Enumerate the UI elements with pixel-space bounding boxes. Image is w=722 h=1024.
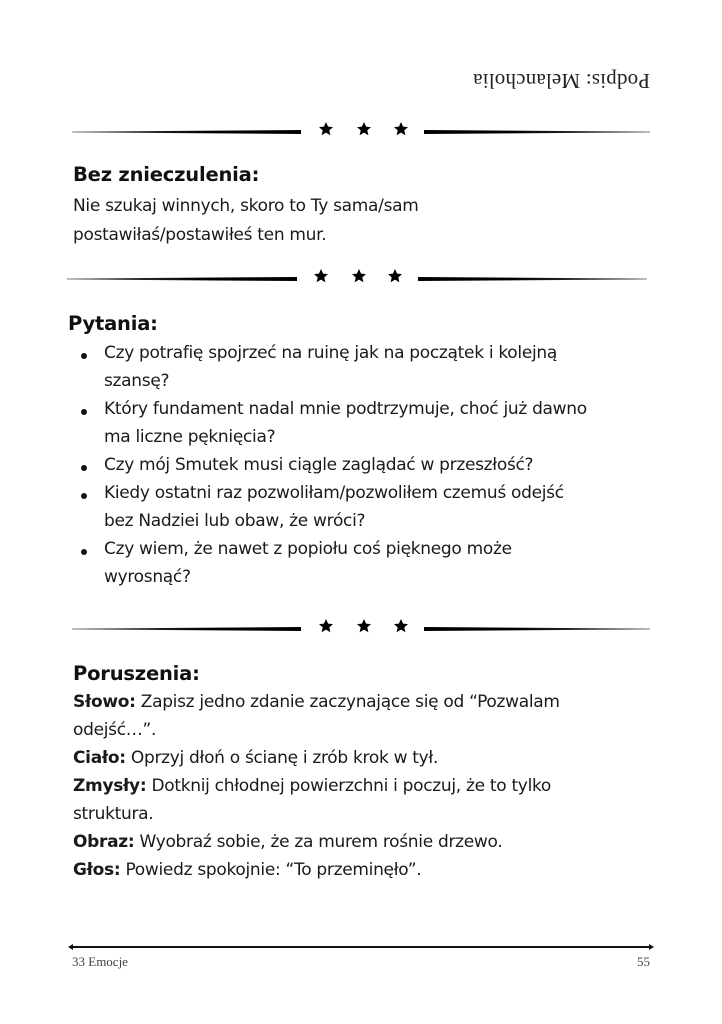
footer-book-title: 33 Emocje [72, 954, 128, 969]
page-number: 55 [637, 954, 650, 969]
divider-line-left [67, 277, 297, 281]
practice-label: Ciało: [73, 748, 126, 768]
star-icon [351, 268, 367, 284]
question-line: Który fundament nadal mnie podtrzymuje, choć już dawno [104, 399, 587, 419]
star-icon [356, 121, 372, 137]
star-icon [356, 618, 372, 634]
question-line: Czy wiem, że nawet z popiołu coś pięknego może [104, 539, 512, 559]
practice-item-zmysly [73, 776, 551, 796]
question-line: szansę? [104, 371, 170, 391]
practice-item-obraz [73, 832, 502, 852]
practice-line: odejść…”. [73, 720, 157, 740]
bullet-icon [81, 353, 87, 359]
question-line: Czy mój Smutek musi ciągle zaglądać w przeszłość? [104, 455, 534, 475]
divider-line-right [424, 130, 650, 134]
body-line: postawiłaś/postawiłeś ten mur. [73, 225, 327, 245]
practice-label: Obraz: [73, 832, 135, 852]
signature-upside-down: Podpis: Melancholia [472, 69, 650, 93]
section-heading-bez-znieczulenia: Bez znieczulenia: [73, 163, 260, 186]
question-line: wyrosnąć? [104, 567, 191, 587]
star-icon [318, 618, 334, 634]
divider-line-left [72, 627, 301, 631]
practice-label: Głos: [73, 860, 121, 880]
footer-rule [72, 946, 650, 948]
ornamental-divider [67, 272, 647, 286]
ornamental-divider [72, 125, 650, 139]
star-icon [393, 121, 409, 137]
section-heading-poruszenia: Poruszenia: [73, 662, 200, 685]
divider-line-right [418, 277, 647, 281]
star-icon [313, 268, 329, 284]
question-line: ma liczne pęknięcia? [104, 427, 276, 447]
practice-item-cialo [73, 748, 438, 768]
bullet-icon [81, 465, 87, 471]
body-line: Nie szukaj winnych, skoro to Ty sama/sam [73, 196, 419, 216]
practice-text: Dotknij chłodnej powierzchni i poczuj, że to tylko [146, 776, 552, 796]
bullet-icon [81, 409, 87, 415]
practice-text: Powiedz spokojnie: “To przeminęło”. [120, 860, 422, 880]
practice-item-glos [73, 860, 421, 880]
question-line: Czy potrafię spojrzeć na ruinę jak na początek i kolejną [104, 343, 558, 363]
practice-text: Oprzyj dłoń o ścianę i zrób krok w tył. [125, 748, 439, 768]
star-icon [393, 618, 409, 634]
practice-item-slowo [73, 692, 560, 712]
bullet-icon [81, 493, 87, 499]
star-icon [318, 121, 334, 137]
ornamental-divider [72, 622, 650, 636]
practice-label: Słowo: [73, 692, 136, 712]
star-icon [387, 268, 403, 284]
section-heading-pytania: Pytania: [68, 312, 158, 335]
practice-text: Wyobraź sobie, że za murem rośnie drzewo. [134, 832, 503, 852]
question-line: Kiedy ostatni raz pozwoliłam/pozwoliłem czemuś odejść [104, 483, 564, 503]
question-line: bez Nadziei lub obaw, że wróci? [104, 511, 366, 531]
divider-line-right [424, 627, 650, 631]
bullet-icon [81, 549, 87, 555]
practice-line: struktura. [73, 804, 154, 824]
practice-text: Zapisz jedno zdanie zaczynające się od “Pozwalam [135, 692, 560, 712]
practice-label: Zmysły: [73, 776, 147, 796]
divider-line-left [72, 130, 301, 134]
